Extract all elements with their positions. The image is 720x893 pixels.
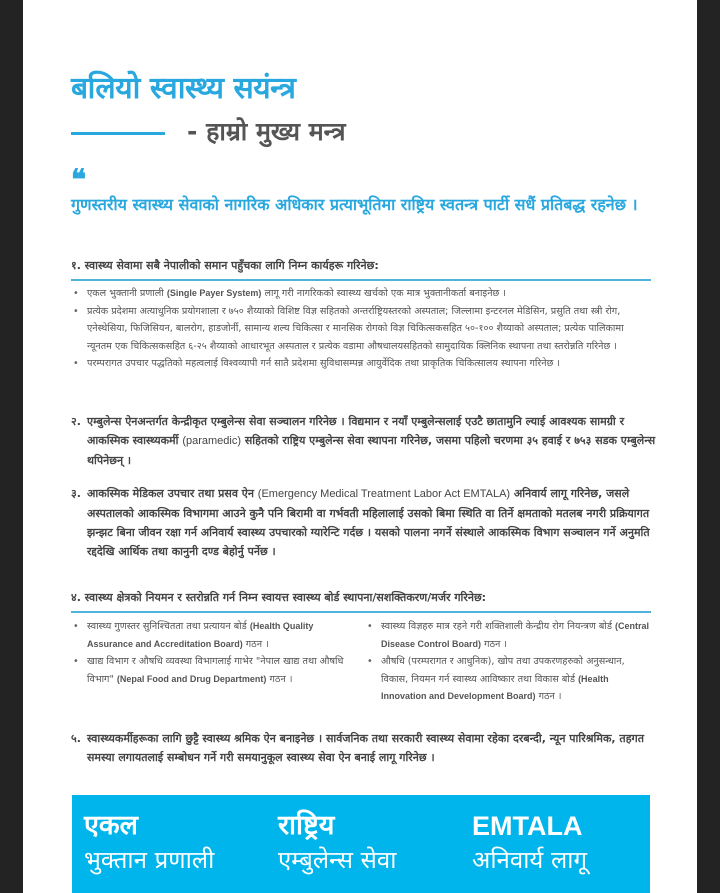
item-english-term: (Health Innovation and Development Board) (381, 673, 609, 702)
page-subtitle: - हाम्रो मुख्य मन्त्र (187, 117, 346, 146)
banner-item-title: राष्ट्रिय (278, 810, 335, 841)
section-number: २. (71, 415, 81, 428)
list-item (71, 653, 357, 688)
highlights-banner (72, 795, 650, 893)
subtitle-row (71, 114, 346, 148)
section-3-paragraph (71, 484, 667, 561)
item-text: गठन । (535, 691, 562, 703)
section-1-list (71, 285, 651, 373)
item-text: स्वास्थ्य गुणस्तर सुनिश्चितता तथा प्रत्यायन बोर्ड (87, 621, 250, 632)
section-5-paragraph (71, 729, 667, 767)
item-text: गठन । (481, 638, 508, 650)
paragraph-text: स्वास्थ्यकर्मीहरूका लागि छुट्टै स्वास्थ्य श्रमिक ऐन बनाइनेछ । सार्वजनिक तथा सरकारी स्वास्थ्य सेवामा रहेका दरबन्दी, न्यून पारिश्रमिक, तहगत समस्या लगायतलाई सम्बोधन गर्ने गरी समयानुकूल स्वास्थ्य सेवा ऐन बनाई लागू गरिनेछ । (87, 732, 644, 764)
banner-item-title: एकल (84, 810, 138, 841)
paragraph-english-term: (paramedic) (182, 435, 241, 447)
item-text: औषधि (परम्परागत र आधुनिक), खोप तथा उपकरणहरुको अनुसन्धान, विकास, नियमन गर्न स्वास्थ्य आविष्कार तथा विकास बोर्ड (381, 656, 625, 685)
paragraph-text: अनिवार्य लागू गरिनेछ, जसले अस्पतालको आकस्मिक विभागमा आउने कुनै पनि बिरामी वा गर्भवती महिलालाई उसको बिमा स्थिति वा तिर्ने क्षमताको मतलब नगरी प्रक्रियागत झन्झट बिना जीवन रक्षा गर्न अनिवार्य स्वास्थ्य उपचारको ग्यारेन्टि गर्दछ । यसको पालना नगर्ने संस्थाले आकस्मिक विभाग सञ्चालन गर्ने अनुमति रद्ददेखि आर्थिक तथा कानुनी दण्ड बेहोर्नु पर्नेछ । (87, 487, 650, 558)
list-item (365, 653, 651, 706)
item-english-term: (Central Disease Control Board) (381, 621, 650, 649)
section-1-heading: १. स्वास्थ्य सेवामा सबै नेपालीको समान पहुँचका लागि निम्न कार्यहरू गरिनेछ: (71, 258, 651, 281)
decorative-rule (71, 132, 165, 135)
paragraph-text: आकस्मिक मेडिकल उपचार तथा प्रसव ऐन (87, 487, 258, 500)
section-4-left-list (71, 618, 357, 706)
section-2-paragraph (71, 412, 667, 470)
item-text: गठन । (266, 673, 293, 685)
section-4-columns (71, 618, 651, 706)
item-text: लागू गरी नागरिकको स्वास्थ्य खर्चको एक मात्र भुक्तानीकर्ता बनाइनेछ । (261, 288, 506, 299)
banner-item-national-ambulance (278, 809, 396, 877)
item-text: खाद्य विभाग र औषधि व्यवस्था विभागलाई गाभेर "नेपाल खाद्य तथा औषधि विभाग" (87, 656, 344, 685)
item-text: स्वास्थ्य विज्ञहरु मात्र रहने गरी शक्तिशाली केन्द्रीय रोग नियन्त्रण बोर्ड (381, 621, 616, 632)
item-english-term: (Single Payer System) (166, 288, 262, 298)
paragraph-english-term: (Emergency Medical Treatment Labor Act EMTALA) (257, 488, 511, 500)
item-text: गठन । (242, 638, 269, 650)
list-item: • परम्परागत उपचार पद्धतिको महत्वलाई विश्वव्यापी गर्न सातै प्रदेशमा सुविधासम्पन्न आयुर्वेदिक तथा प्राकृतिक चिकित्सालय स्थापना गरिनेछ । (71, 355, 651, 373)
paragraph-text: सहितको राष्ट्रिय एम्बुलेन्स सेवा स्थापना गरिनेछ, जसमा पहिलो चरणमा ३५ हवाई र ७५३ सडक एम्बुलेन्स थपिनेछन् । (87, 434, 656, 467)
document-page (23, 0, 697, 893)
paragraph-text: एम्बुलेन्स ऐनअन्तर्गत केन्द्रीकृत एम्बुलेन्स सेवा सञ्चालन गरिनेछ । विद्यमान र नयाँ एम्बुलेन्सलाई एउटै छातामुनि ल्याई आवश्यक सामग्री र आकस्मिक स्वास्थ्यकर्मी (87, 415, 625, 447)
section-4-heading: ४. स्वास्थ्य क्षेत्रको नियमन र स्तरोन्नति गर्न निम्न स्वायत्त स्वास्थ्य बोर्ड स्थापना/सशक्तिकरण/मर्जर गरिनेछ: (71, 590, 651, 613)
list-item: • प्रत्येक प्रदेशमा अत्याधुनिक प्रयोगशाला र ७५० शैय्याको विशिष्ट विज्ञ सहितको अन्तर्राष्ट्रियस्तरको अस्पताल; जिल्लामा इन्टरनल मेडिसिन, प्रसुति तथा स्त्री रोग, एनेस्थेसिया, फिजिसियन, बालरोग, हाडजोर्नी, सामान्य शल्य चिकित्सा र मानसिक रोगको विज्ञ चिकित्सकसहित ५०-१०० शैय्याको अस्पताल; प्रत्येक पालिकामा न्यूनतम एक चिकित्सकसहित ६-२५ शैय्याको आधारभूत अस्पताल र प्रत्येक वडामा औषधालयसहितको सामुदायिक क्लिनिक स्थापना तथा स्तरोन्नति गरिनेछ । (71, 303, 651, 356)
banner-item-single-payer (84, 809, 214, 877)
banner-item-title: EMTALA (472, 811, 583, 841)
section-number: ३. (71, 487, 81, 500)
section-4-right-list (365, 618, 651, 706)
item-english-term: (Health Quality Assurance and Accreditation Board) (87, 621, 314, 649)
item-english-term: (Nepal Food and Drug Department) (116, 673, 267, 684)
banner-item-subtitle: भुक्तान प्रणाली (84, 846, 215, 874)
item-text: एकल भुक्तानी प्रणाली (87, 288, 167, 299)
list-item (71, 285, 651, 303)
banner-item-subtitle: अनिवार्य लागू (472, 846, 587, 874)
lead-statement: गुणस्तरीय स्वास्थ्य सेवाको नागरिक अधिकार प्रत्याभूतिमा राष्ट्रिय स्वतन्त्र पार्टी सधैं प्रतिबद्ध रहनेछ । (71, 195, 638, 214)
page-title: बलियो स्वास्थ्य सयंन्त्र (71, 71, 296, 106)
banner-item-subtitle: एम्बुलेन्स सेवा (278, 846, 397, 874)
quote-icon: ❝ (71, 163, 87, 196)
section-number: ५. (71, 732, 81, 745)
list-item (71, 618, 357, 653)
banner-item-emtala (472, 809, 587, 877)
list-item (365, 618, 651, 653)
